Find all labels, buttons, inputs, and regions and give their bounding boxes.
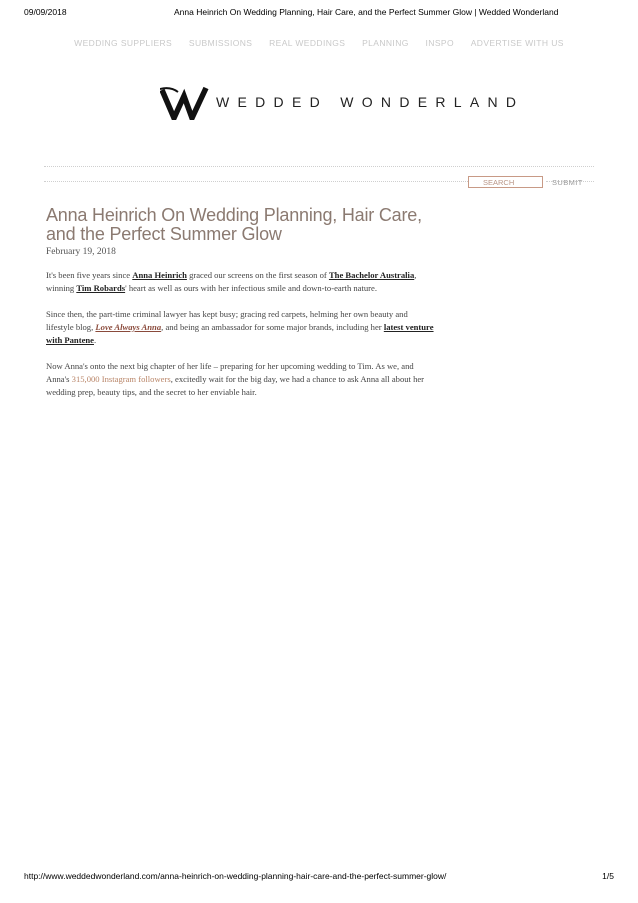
main-nav (0, 38, 638, 48)
p2-text-3: . (93, 335, 97, 345)
site-logo[interactable] (160, 86, 525, 120)
p2-text-1: Since then, the part-time criminal lawyer has kept busy; gracing red carpets, helming her own beauty and lifestyle blog, (46, 309, 408, 332)
nav-item-planning[interactable]: PLANNING (362, 38, 409, 48)
nav-item-submissions[interactable]: SUBMISSIONS (188, 38, 253, 48)
nav-item-wedding-suppliers[interactable]: WEDDING SUPPLIERS (74, 38, 173, 48)
logo-wordmark: WEDDED WONDERLAND (216, 94, 525, 110)
p2-text-2: , and being an ambassador for some major brands, including her (161, 322, 384, 332)
p1-text-1: It's been five years since (46, 270, 133, 280)
print-page-number: 1/5 (602, 871, 614, 881)
logo-w-mark (160, 86, 210, 120)
article-paragraph-3 (46, 360, 436, 399)
print-header (24, 7, 614, 21)
link-the-bachelor-australia[interactable]: The Bachelor Australia (328, 270, 415, 280)
article-paragraph-1 (46, 269, 436, 295)
search-input[interactable] (468, 176, 543, 188)
print-url: http://www.weddedwonderland.com/anna-heinrich-on-wedding-planning-hair-care-and-the-perfect-summer-glow/ (24, 871, 447, 881)
print-footer (24, 871, 614, 885)
link-instagram-followers[interactable]: 315,000 Instagram followers (71, 374, 171, 384)
article-title: Anna Heinrich On Wedding Planning, Hair Care, and the Perfect Summer Glow (46, 205, 422, 244)
print-date: 09/09/2018 (24, 7, 67, 17)
article (46, 206, 436, 399)
p3-text-1: Now Anna's onto the next big chapter of her life – preparing for her upcoming wedding to Tim. As we, and Anna's (46, 361, 414, 384)
nav-item-real-weddings[interactable]: REAL WEDDINGS (269, 38, 346, 48)
p3-text-2: , excitedly wait for the big day, we had a chance to ask Anna all about her wedding prep, beauty tips, and the secret to her enviable hair. (46, 374, 425, 397)
link-tim-robards[interactable]: Tim Robards (76, 283, 126, 293)
link-pantene-venture[interactable]: latest venture with Pantene (46, 322, 434, 345)
p1-text-2: graced our screens on the first season of (186, 270, 329, 280)
link-anna-heinrich[interactable]: Anna Heinrich (132, 270, 187, 280)
search-submit-button[interactable]: SUBMIT (552, 177, 583, 187)
divider-top (44, 166, 594, 167)
print-page-title: Anna Heinrich On Wedding Planning, Hair Care, and the Perfect Summer Glow | Wedded Wonderland (174, 7, 559, 17)
divider-search-left (44, 181, 468, 182)
p1-text-3: , winning (46, 270, 417, 293)
nav-item-inspo[interactable]: INSPO (425, 38, 454, 48)
article-paragraph-2 (46, 308, 436, 347)
link-love-always-anna[interactable]: Love Always Anna (95, 322, 162, 332)
p1-text-4: ' heart as well as ours with her infectious smile and down-to-earth nature. (125, 283, 378, 293)
nav-item-advertise[interactable]: ADVERTISE WITH US (470, 38, 564, 48)
article-date: February 19, 2018 (46, 247, 116, 257)
